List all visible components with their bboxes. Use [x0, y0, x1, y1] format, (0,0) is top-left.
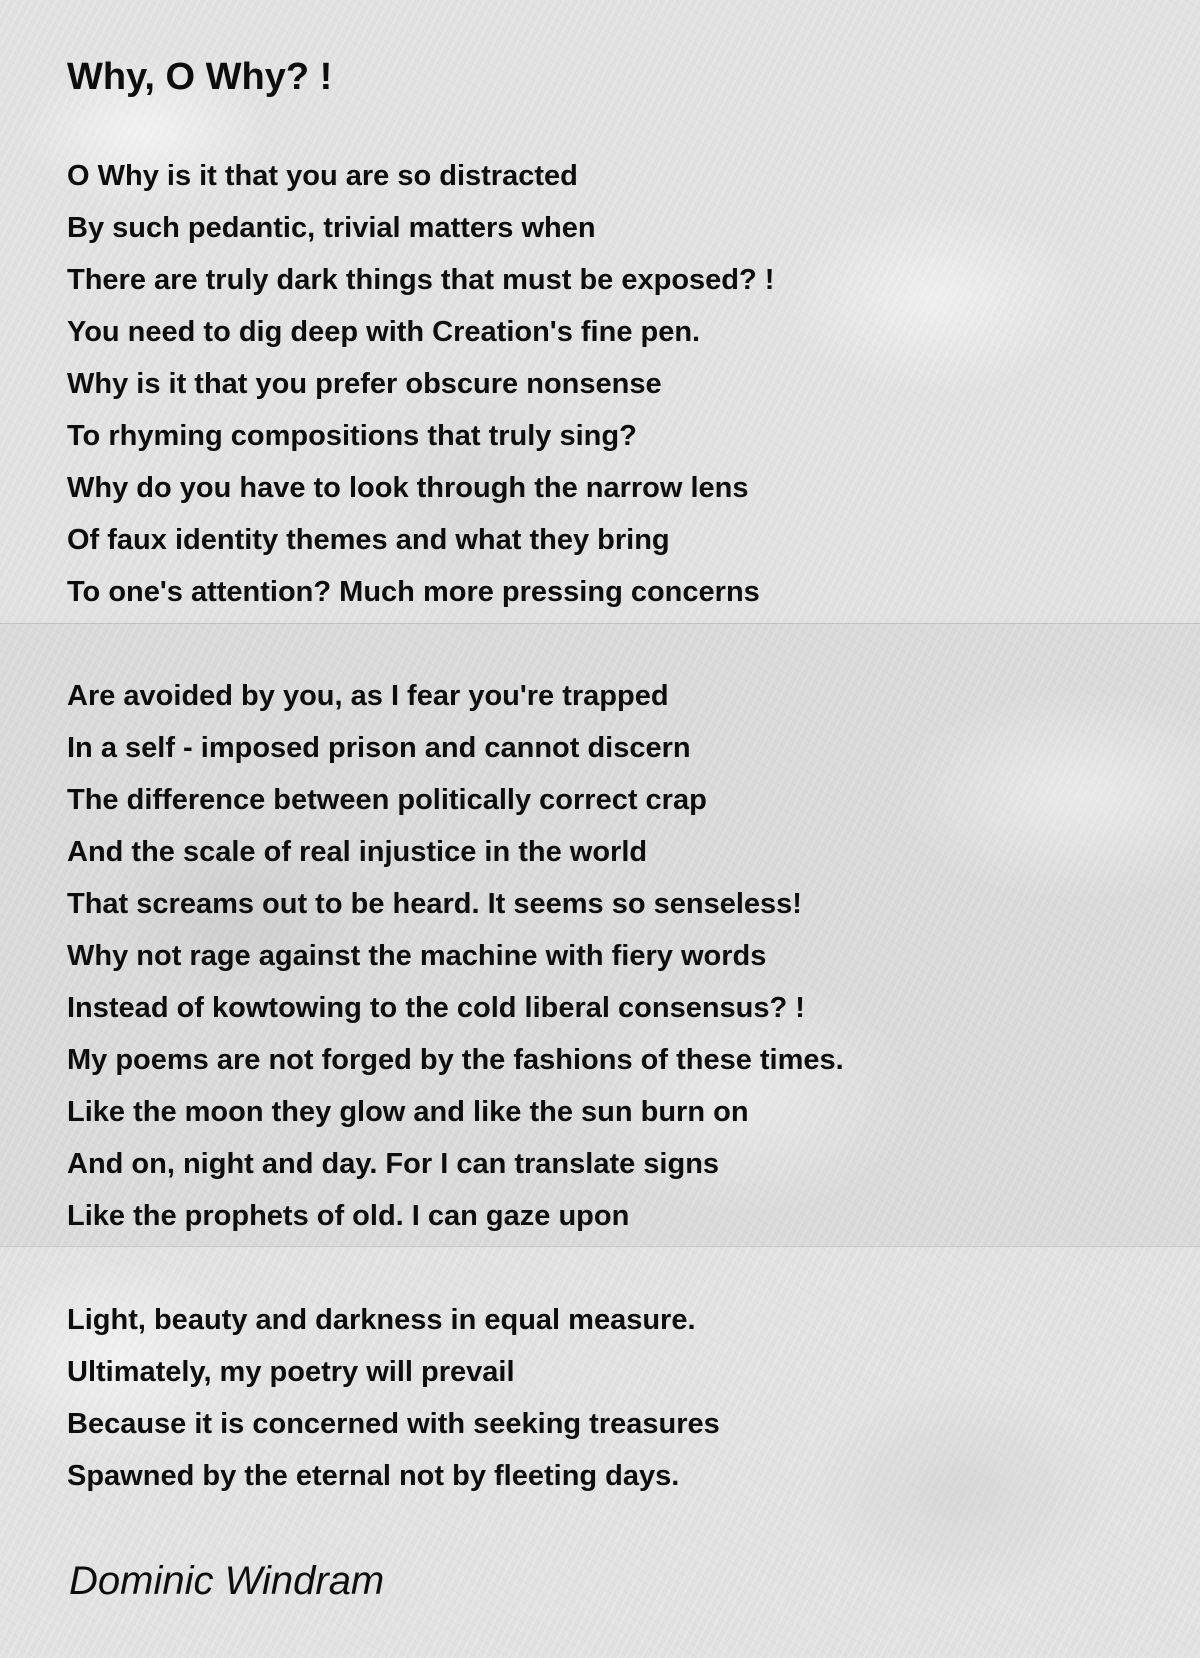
- stanza-1: [67, 150, 774, 618]
- poem-line: Why do you have to look through the narrow lens: [67, 472, 749, 504]
- poem-line: To one's attention? Much more pressing concerns: [67, 576, 760, 608]
- poem-line: Because it is concerned with seeking treasures: [67, 1408, 720, 1440]
- author-name: Dominic Windram: [69, 1559, 385, 1603]
- poem-line: That screams out to be heard. It seems so senseless!: [67, 888, 802, 920]
- poem-line: Why not rage against the machine with fiery words: [67, 940, 767, 972]
- poem-line: The difference between politically correct crap: [67, 784, 707, 816]
- poem-title: Why, O Why? !: [67, 56, 333, 98]
- stanza-3: [67, 1294, 720, 1502]
- poem-line: To rhyming compositions that truly sing?: [67, 420, 637, 452]
- poem-line: Are avoided by you, as I fear you're trapped: [67, 680, 669, 712]
- poem-line: There are truly dark things that must be exposed? !: [67, 264, 775, 296]
- poem-line: Of faux identity themes and what they bring: [67, 524, 670, 556]
- poem-line: Spawned by the eternal not by fleeting days.: [67, 1460, 680, 1492]
- poem-line: Why is it that you prefer obscure nonsense: [67, 368, 662, 400]
- poem-line: Light, beauty and darkness in equal measure.: [67, 1304, 696, 1336]
- poem-line: You need to dig deep with Creation's fine pen.: [67, 316, 701, 348]
- background-seam: [0, 623, 1200, 624]
- poem-line: O Why is it that you are so distracted: [67, 160, 578, 192]
- poem-line: Ultimately, my poetry will prevail: [67, 1356, 515, 1388]
- poem-line: Like the prophets of old. I can gaze upon: [67, 1200, 630, 1232]
- stanza-2: [67, 670, 844, 1242]
- background-seam: [0, 1246, 1200, 1247]
- poem-line: My poems are not forged by the fashions of these times.: [67, 1044, 844, 1076]
- poem-line: In a self - imposed prison and cannot discern: [67, 732, 691, 764]
- poem-line: And the scale of real injustice in the world: [67, 836, 648, 868]
- poem-line: By such pedantic, trivial matters when: [67, 212, 596, 244]
- poem-line: Instead of kowtowing to the cold liberal consensus? !: [67, 992, 805, 1024]
- poem-line: And on, night and day. For I can translate signs: [67, 1148, 720, 1180]
- poem-line: Like the moon they glow and like the sun burn on: [67, 1096, 749, 1128]
